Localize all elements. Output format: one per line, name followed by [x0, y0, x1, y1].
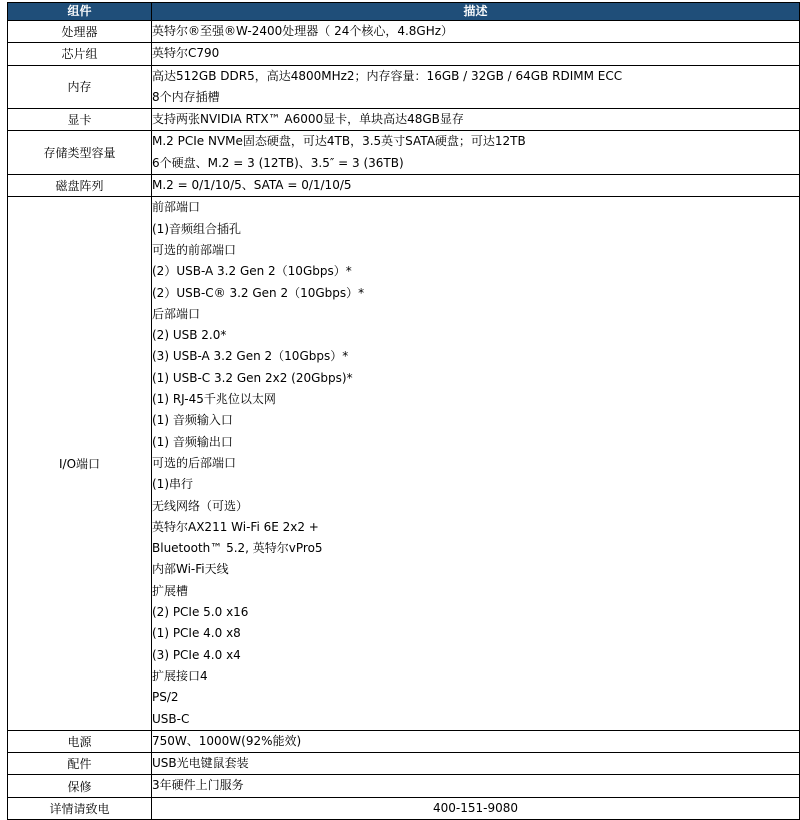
header-row — [8, 3, 800, 21]
spec-label: 磁盘阵列 — [8, 175, 152, 197]
spec-value-line: (1) 音频输入口 — [152, 413, 233, 428]
spec-value — [152, 775, 800, 797]
spec-value-line: 支持两张NVIDIA RTX™ A6000显卡，单块高达48GB显存 — [152, 112, 464, 127]
spec-label: 详情请致电 — [8, 797, 152, 819]
spec-label: 芯片组 — [8, 43, 152, 65]
spec-value-line: (1) RJ-45千兆位以太网 — [152, 392, 276, 407]
spec-table — [7, 2, 800, 820]
spec-row-storage — [8, 131, 800, 175]
spec-row-memory — [8, 65, 800, 109]
spec-value-line: Bluetooth™ 5.2, 英特尔vPro5 — [152, 541, 323, 556]
spec-value-line: PS/2 — [152, 690, 179, 705]
spec-value-line: 400-151-9080 — [432, 800, 518, 815]
spec-row-chipset — [8, 43, 800, 65]
spec-value-line: 扩展接口4 — [152, 668, 208, 683]
spec-value-line: 8个内存插槽 — [152, 89, 220, 104]
spec-value-line: 扩展槽 — [152, 583, 189, 598]
spec-value-line: USB光电键鼠套装 — [152, 756, 249, 771]
spec-value-line: 6个硬盘、M.2 = 3 (12TB)、3.5″ = 3 (36TB) — [152, 155, 404, 170]
spec-value — [152, 175, 800, 197]
spec-row-io-ports — [8, 197, 800, 730]
spec-row-power — [8, 730, 800, 752]
spec-label: 保修 — [8, 775, 152, 797]
spec-value-line: (2) PCIe 5.0 x16 — [152, 605, 249, 620]
spec-value-line: (1)串行 — [152, 477, 193, 492]
spec-value-line: USB-C — [152, 711, 190, 726]
spec-value-line: 内部Wi-Fi天线 — [152, 562, 229, 577]
spec-value-line: M.2 PCIe NVMe固态硬盘，可达4TB，3.5英寸SATA硬盘；可达12TB — [152, 134, 526, 149]
spec-value — [152, 131, 800, 175]
spec-label: 电源 — [8, 730, 152, 752]
spec-value — [152, 21, 800, 43]
spec-value-line: (1) PCIe 4.0 x8 — [152, 626, 241, 641]
spec-value-line: (1) USB-C 3.2 Gen 2x2 (20Gbps)* — [152, 370, 353, 385]
spec-label: 配件 — [8, 753, 152, 775]
spec-value-line: (2）USB-C® 3.2 Gen 2（10Gbps）* — [152, 285, 365, 300]
spec-row-processor — [8, 21, 800, 43]
spec-value-line: (3) USB-A 3.2 Gen 2（10Gbps）* — [152, 349, 349, 364]
spec-value-line: 可选的后部端口 — [152, 455, 237, 470]
spec-label: I/O端口 — [8, 197, 152, 730]
spec-row-contact — [8, 797, 800, 819]
spec-row-warranty — [8, 775, 800, 797]
spec-value-line: (2）USB-A 3.2 Gen 2（10Gbps）* — [152, 264, 352, 279]
spec-value — [152, 797, 800, 819]
spec-value — [152, 753, 800, 775]
spec-value — [152, 730, 800, 752]
spec-label: 显卡 — [8, 109, 152, 131]
spec-value-line: (3) PCIe 4.0 x4 — [152, 647, 241, 662]
spec-value-line: M.2 = 0/1/10/5、SATA = 0/1/10/5 — [152, 178, 352, 193]
spec-value — [152, 65, 800, 109]
spec-value-line: 750W、1000W(92%能效) — [152, 733, 302, 748]
spec-value-line: (1)音频组合插孔 — [152, 221, 241, 236]
spec-value-line: 高达512GB DDR5，高达4800MHz2；内存容量：16GB / 32GB / 64GB RDIMM ECC — [152, 68, 623, 83]
spec-value-line: 无线网络（可选） — [152, 498, 249, 513]
spec-row-raid — [8, 175, 800, 197]
spec-row-graphics — [8, 109, 800, 131]
header-description: 描述 — [152, 3, 800, 21]
spec-label: 内存 — [8, 65, 152, 109]
spec-value — [152, 109, 800, 131]
spec-value — [152, 197, 800, 730]
header-component: 组件 — [8, 3, 152, 21]
spec-value-line: (2) USB 2.0* — [152, 328, 227, 343]
spec-label: 存储类型容量 — [8, 131, 152, 175]
spec-value-line: 英特尔AX211 Wi-Fi 6E 2x2 + — [152, 519, 319, 534]
spec-value-line: 英特尔®至强®W-2400处理器（ 24个核心，4.8GHz） — [152, 24, 454, 38]
spec-value-line: 英特尔C790 — [152, 46, 220, 61]
spec-value-line: 可选的前部端口 — [152, 242, 237, 257]
spec-value-line: 后部端口 — [152, 306, 201, 321]
spec-value-line: (1) 音频输出口 — [152, 434, 233, 449]
spec-label: 处理器 — [8, 21, 152, 43]
spec-value — [152, 43, 800, 65]
spec-value-line: 3年硬件上门服务 — [152, 778, 244, 793]
spec-value-line: 前部端口 — [152, 200, 201, 215]
spec-row-accessories — [8, 753, 800, 775]
